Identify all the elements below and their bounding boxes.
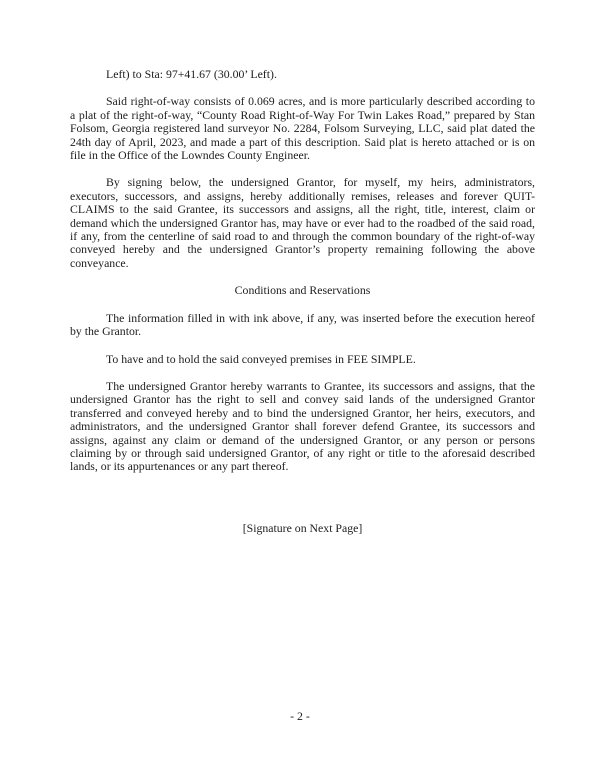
paragraph-quit-claims: By signing below, the undersigned Grantor, for myself, my heirs, administrators, executors, successors, and assigns, hereby additionally remises, releases and forever QUIT-CLAIMS to the said Grantee, its successors and assigns, all the right, title, interest, claim or demand which the undersigned Grantor has, may have or ever had to the roadbed of the said road, if any, from the centerline of said road to and through the common boundary of the right-of-way conveyed hereby and the undersigned Grantor’s property remaining following the above conveyance.: [70, 175, 535, 270]
signature-next-page-note: [Signature on Next Page]: [242, 520, 363, 535]
document-body: [70, 68, 535, 535]
paragraph-right-of-way-description: Said right-of-way consists of 0.069 acres, and is more particularly described according to a plat of the right-of-way, “County Road Right-of-Way For Twin Lakes Road,” prepared by Stan Folsom, Georgia registered land surveyor No. 2284, Folsom Surveying, LLC, said plat dated the 24th day of April, 2023, and made a part of this description. Said plat is hereto attached or is on file in the Office of the Lowndes County Engineer.: [70, 94, 535, 163]
paragraph-ink-information: The information filled in with ink above, if any, was inserted before the execution hereof by the Grantor.: [70, 310, 535, 339]
continuation-line-station: Left) to Sta: 97+41.67 (30.00’ Left).: [106, 67, 277, 81]
paragraph-fee-simple: To have and to hold the said conveyed premises in FEE SIMPLE.: [106, 351, 416, 366]
section-heading-conditions-and-reservations: Conditions and Reservations: [234, 283, 371, 298]
paragraph-warranty: The undersigned Grantor hereby warrants to Grantee, its successors and assigns, that the undersigned Grantor has the right to sell and convey said lands of the undersigned Grantor transferred and conveyed hereby and to bind the undersigned Grantor, her heirs, executors, and administrators, and the undersigned Grantor shall forever defend Grantee, its successors and assigns, against any claim or demand of the undersigned Grantor, or any person or persons claiming by or through said undersigned Grantor, of any right or title to the aforesaid described lands, or its appurtenances or any part thereof.: [70, 378, 535, 474]
page-number: - 2 -: [290, 709, 310, 723]
